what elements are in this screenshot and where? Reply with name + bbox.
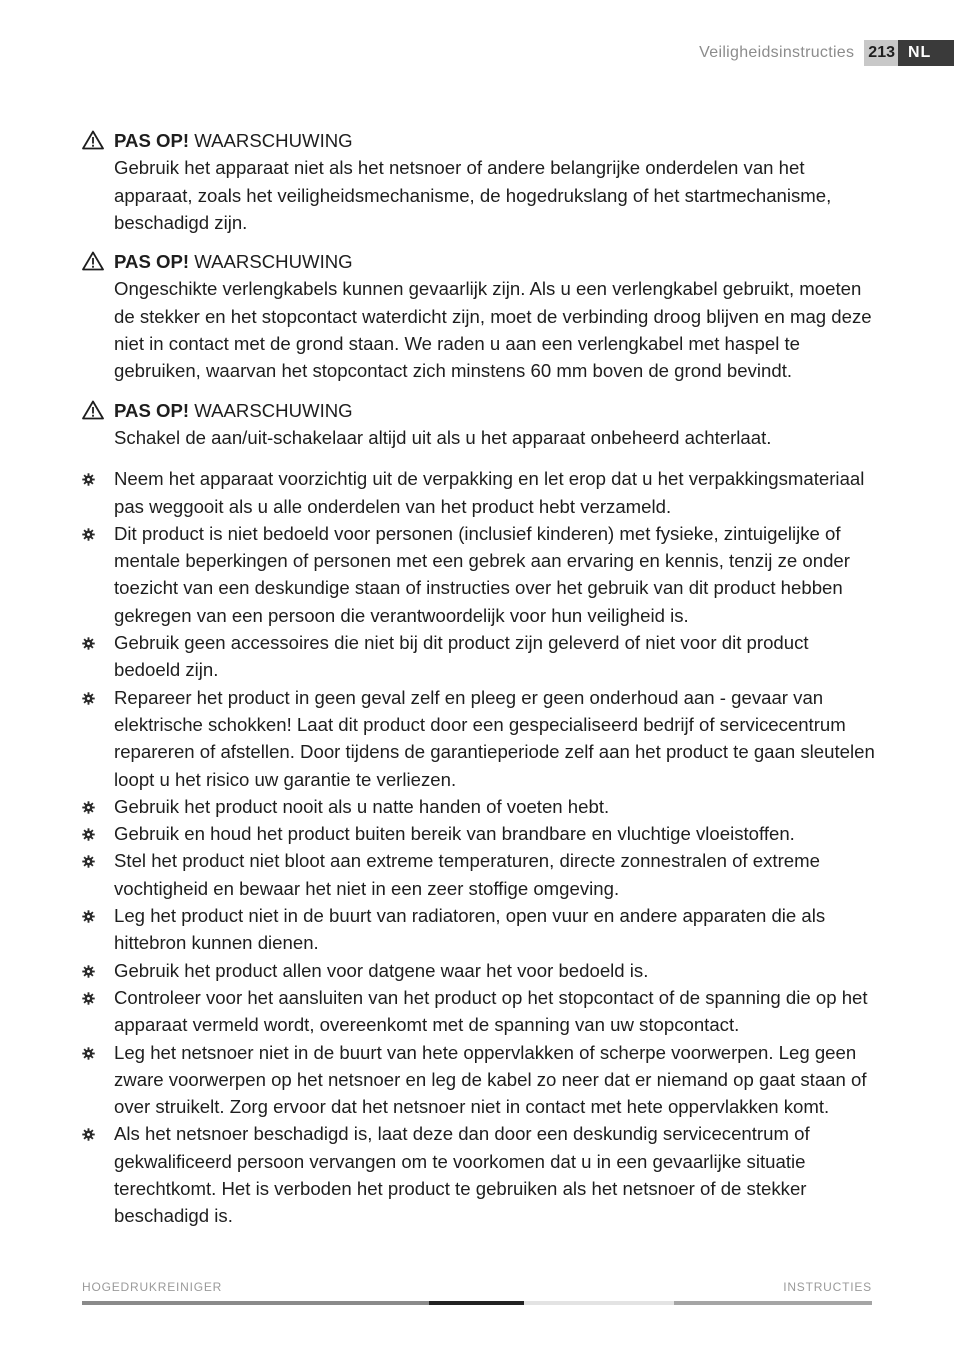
page-content: [82, 127, 877, 1230]
warning-label: WAARSCHUWING: [194, 251, 353, 273]
gear-bullet-icon: [82, 692, 95, 705]
list-item: [82, 465, 877, 520]
gear-bullet-icon: [82, 855, 95, 868]
header-section-title: Veiligheidsinstructies: [699, 44, 855, 61]
warning-body: Ongeschikte verlengkabels kunnen gevaarlijk zijn. Als u een verlengkabel gebruikt, moeten de stekker en het stopcontact waterdicht zijn, moet de verbinding droog blijven en mag deze niet in contact met de grond staan. We raden u aan een verlengkabel met haspel te gebruiken, waarvan het stopcontact zich minstens 60 mm boven de grond bevindt.: [114, 278, 872, 382]
list-item: [82, 1120, 877, 1229]
warning-body: Schakel de aan/uit-schakelaar altijd uit als u het apparaat onbeheerd achterlaat.: [114, 426, 772, 448]
language-badge: NL: [898, 40, 954, 66]
list-item-text: Controleer voor het aansluiten van het product op het stopcontact of de spanning die op het apparaat vermeld wordt, overeenkomt met de spanning van uw stopcontact.: [114, 986, 868, 1036]
list-item: [82, 902, 877, 957]
list-item: [82, 847, 877, 902]
list-item-text: Stel het product niet bloot aan extreme temperaturen, directe zonnestralen of extreme vochtigheid en bewaar het niet in een zeer stoffige omgeving.: [114, 850, 820, 899]
list-item-text: Gebruik het product allen voor datgene waar het voor bedoeld is.: [114, 959, 649, 981]
gear-bullet-icon: [82, 965, 95, 978]
warning-label: WAARSCHUWING: [194, 130, 353, 151]
warning-strong-label: PAS OP!: [114, 399, 190, 421]
footer-color-bar: [82, 1301, 872, 1305]
list-item-text: Leg het product niet in de buurt van radiatoren, open vuur en andere apparaten die als hittebron kunnen dienen.: [114, 905, 826, 954]
gear-bullet-icon: [82, 1128, 95, 1141]
warning-label: WAARSCHUWING: [194, 399, 353, 421]
gear-bullet-icon: [82, 473, 95, 486]
gear-bullet-icon: [82, 801, 95, 814]
list-item: [82, 1039, 877, 1121]
list-item: [82, 684, 877, 793]
list-item-text: Leg het netsnoer niet in de buurt van hete oppervlakken of scherpe voorwerpen. Leg geen zware voorwerpen op het netsnoer en leg de kabel zo neer dat er niemand op gaat staan of over struikelt. Zorg ervoor dat het netsnoer niet in contact met hete oppervlakken komt.: [114, 1041, 867, 1118]
gear-bullet-icon: [82, 637, 95, 650]
gear-bullet-icon: [82, 992, 95, 1005]
footer-doc-type: INSTRUCTIES: [783, 1280, 872, 1294]
warning-block: [82, 248, 877, 384]
footer-bar-segment: [674, 1301, 872, 1305]
list-item-text: Als het netsnoer beschadigd is, laat deze dan door een deskundig servicecentrum of gekwalificeerd persoon vervangen om te voorkomen dat u in een gevaarlijke situatie terechtkomt. Het is verboden het product te gebruiken als het netsnoer of de stekker beschadigd is.: [114, 1123, 810, 1227]
warnings-list: [82, 127, 877, 451]
page-header: [699, 40, 954, 66]
warning-triangle-icon: [82, 251, 104, 271]
list-item: [82, 820, 877, 847]
warning-triangle-icon: [82, 400, 104, 420]
list-item-text: Gebruik geen accessoires die niet bij dit product zijn geleverd of niet voor dit product bedoeld zijn.: [114, 632, 809, 681]
footer-product-name: HOGEDRUKREINIGER: [82, 1280, 223, 1294]
warning-body: Gebruik het apparaat niet als het netsnoer of andere belangrijke onderdelen van het apparaat, zoals het veiligheidsmechanisme, de hogedrukslang of het startmechanisme, beschadigd zijn.: [114, 157, 832, 233]
list-item-text: Neem het apparaat voorzichtig uit de verpakking en let erop dat u het verpakkingsmateriaal pas weggooit als u alle onderdelen van het product hebt verzameld.: [114, 468, 865, 517]
safety-bullet-list: [82, 465, 877, 1229]
gear-bullet-icon: [82, 528, 95, 541]
footer-bar-segment: [524, 1301, 674, 1305]
warning-block: [82, 127, 877, 236]
page-number: 213: [864, 40, 898, 66]
list-item: [82, 629, 877, 684]
gear-bullet-icon: [82, 828, 95, 841]
gear-bullet-icon: [82, 1047, 95, 1060]
footer-bar-segment: [429, 1301, 524, 1305]
gear-bullet-icon: [82, 910, 95, 923]
list-item: [82, 520, 877, 629]
list-item-text: Repareer het product in geen geval zelf en pleeg er geen onderhoud aan - gevaar van elektrische schokken! Laat dit product door een gespecialiseerd bedrijf of servicecentrum repareren of afstellen. Door tijdens de garantieperiode zelf aan het product te gaan sleutelen loopt u het risico uw garantie te verliezen.: [114, 686, 875, 790]
warning-strong-label: PAS OP!: [114, 130, 190, 151]
warning-block: [82, 397, 877, 452]
list-item: [82, 984, 877, 1039]
footer-bar-segment: [82, 1301, 429, 1305]
warning-strong-label: PAS OP!: [114, 251, 190, 273]
list-item-text: Gebruik het product nooit als u natte handen of voeten hebt.: [114, 795, 610, 817]
list-item: [82, 793, 877, 820]
list-item-text: Gebruik en houd het product buiten bereik van brandbare en vluchtige vloeistoffen.: [114, 823, 795, 845]
list-item: [82, 957, 877, 984]
list-item-text: Dit product is niet bedoeld voor personen (inclusief kinderen) met fysieke, zintuigelijke of mentale beperkingen of personen met een gebrek aan ervaring en kennis, tenzij ze onder toezicht van een deskundige staan of instructies over het gebruik van dit product hebben gekregen van een persoon die verantwoordelijk voor hun veiligheid is.: [114, 522, 850, 626]
warning-triangle-icon: [82, 130, 104, 150]
